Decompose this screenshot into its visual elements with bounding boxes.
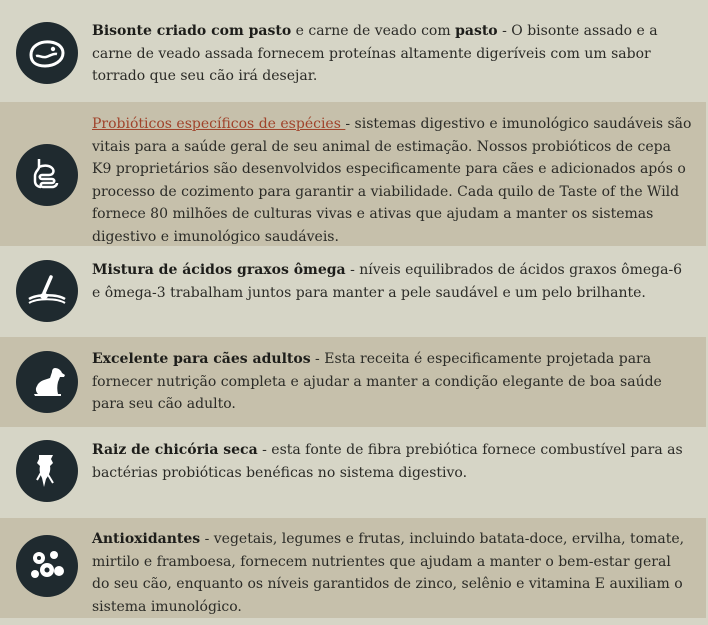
feature-title: Raiz de chicória seca xyxy=(92,442,258,458)
feature-text xyxy=(92,528,692,618)
feature-row-chicory xyxy=(0,428,706,516)
antioxidant-cells-icon xyxy=(16,535,78,597)
digestive-system-icon xyxy=(16,144,78,206)
feature-row-omega xyxy=(0,248,706,336)
feature-text-mid: e carne de veado com xyxy=(291,23,456,39)
feature-text xyxy=(92,348,692,416)
feature-row-probiotics xyxy=(0,102,706,246)
feature-row-bison xyxy=(0,0,706,100)
feature-description: - esta fonte de fibra prebiótica fornece combustível para as bactérias probióticas benéficas no sistema digestivo. xyxy=(92,442,683,481)
feature-description: - sistemas digestivo e imunológico saudáveis são vitais para a saúde geral de seu animal de estimação. Nossos probióticos de cepa K9 proprietários são desenvolvidos especificamente para cães e adicionados após o processo de cozimento para garantir a viabilidade. Cada quilo de Taste of the Wild fornece 80 milhões de culturas vivas e ativas que ajudam a manter os sistemas digestivo e imunológico saudáveis. xyxy=(92,116,692,245)
feature-text xyxy=(92,113,692,248)
feature-description: - vegetais, legumes e frutas, incluindo batata-doce, ervilha, tomate, mirtilo e framboesa, fornecem nutrientes que ajudam a manter o bem-estar geral do seu cão, enquanto os níveis garantidos de zinco, selênio e vitamina E auxiliam o sistema imunológico. xyxy=(92,531,685,615)
dog-icon xyxy=(16,351,78,413)
feature-row-antioxidants xyxy=(0,518,706,618)
probiotics-link[interactable]: Probióticos específicos de espécies xyxy=(92,116,346,132)
feature-title: Bisonte criado com pasto xyxy=(92,23,292,39)
feature-description: - níveis equilibrados de ácidos graxos ômega-6 e ômega-3 trabalham juntos para manter a pele saudável e um pelo brilhante. xyxy=(92,262,683,301)
feature-title: Mistura de ácidos graxos ômega xyxy=(92,262,346,278)
feature-title-2: pasto xyxy=(455,23,498,39)
feature-title: Excelente para cães adultos xyxy=(92,351,311,367)
feature-text xyxy=(92,439,692,484)
chicory-root-icon xyxy=(16,440,78,502)
steak-icon xyxy=(16,22,78,84)
feature-row-adult-dogs xyxy=(0,337,706,427)
feature-text xyxy=(92,20,692,88)
feature-title: Antioxidantes xyxy=(92,531,201,547)
feature-text xyxy=(92,259,692,304)
hair-follicle-icon xyxy=(16,260,78,322)
feature-description: - Esta receita é especificamente projetada para fornecer nutrição completa e ajudar a manter a condição elegante de boa saúde para seu cão adulto. xyxy=(92,351,662,412)
feature-description: - O bisonte assado e a carne de veado assada fornecem proteínas altamente digeríveis com um sabor torrado que seu cão irá desejar. xyxy=(92,23,658,84)
